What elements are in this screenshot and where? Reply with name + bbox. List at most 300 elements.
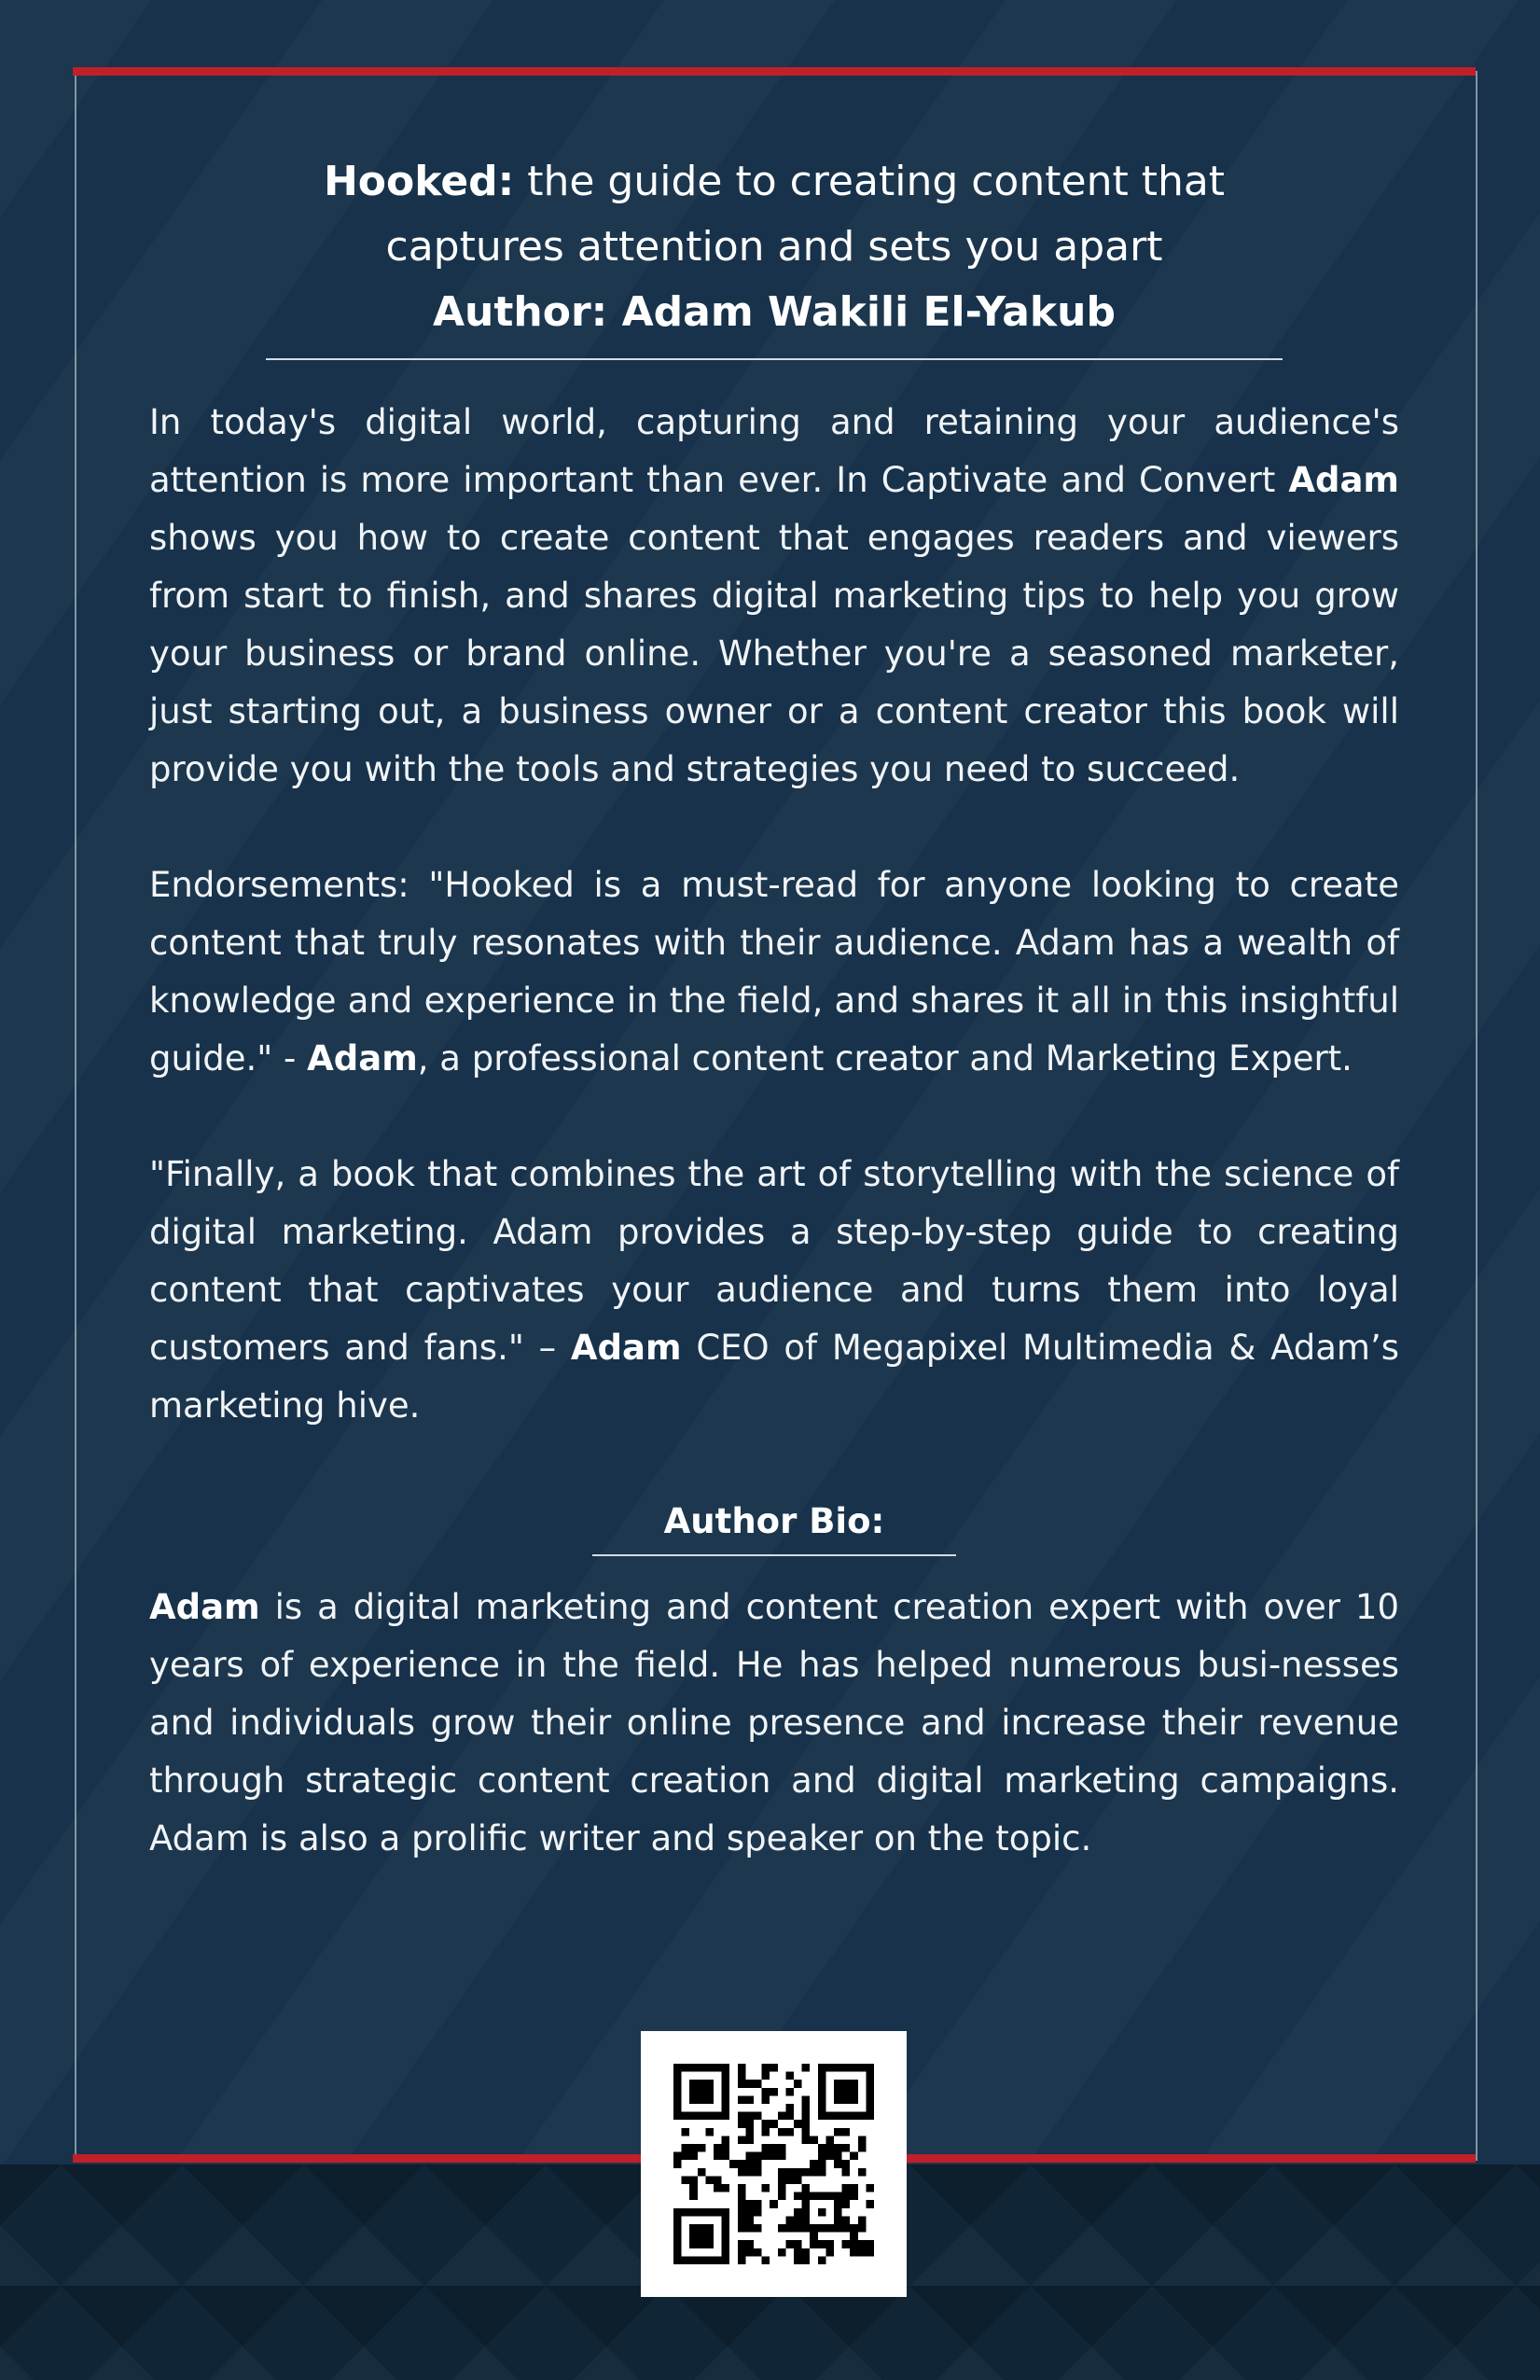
qr-module — [745, 2080, 754, 2088]
qr-module — [794, 2192, 802, 2201]
qr-module — [866, 2088, 874, 2096]
qr-module — [698, 2240, 706, 2248]
qr-module — [722, 2184, 730, 2192]
qr-module — [698, 2233, 706, 2241]
qr-module — [818, 2224, 826, 2233]
qr-module — [778, 2224, 786, 2233]
qr-module — [818, 2072, 826, 2081]
qr-module — [762, 2144, 770, 2152]
qr-module — [762, 2095, 770, 2104]
qr-module — [745, 2240, 754, 2248]
qr-module — [794, 2216, 802, 2224]
qr-module — [689, 2080, 698, 2088]
qr-module — [818, 2256, 826, 2264]
qr-module — [770, 2200, 778, 2208]
qr-module — [689, 2224, 698, 2233]
qr-module — [785, 2088, 794, 2096]
qr-module — [834, 2088, 842, 2096]
qr-module — [738, 2184, 746, 2192]
qr-module — [738, 2072, 746, 2081]
qr-module — [818, 2144, 826, 2152]
qr-module — [673, 2088, 682, 2096]
qr-module — [794, 2176, 802, 2184]
top-accent-bar — [73, 67, 1476, 76]
qr-module — [673, 2152, 682, 2161]
qr-module — [778, 2128, 786, 2136]
qr-module — [778, 2192, 786, 2201]
qr-module — [682, 2128, 690, 2136]
title-divider — [266, 358, 1283, 360]
qr-module — [762, 2184, 770, 2192]
intro-paragraph — [149, 394, 1399, 799]
qr-module — [802, 2248, 811, 2257]
qr-module — [745, 2224, 754, 2233]
endorsement-2-name: Adam — [570, 1328, 682, 1368]
qr-module — [698, 2256, 706, 2264]
qr-module — [705, 2088, 714, 2096]
qr-module — [698, 2112, 706, 2121]
qr-module — [818, 2104, 826, 2112]
qr-module — [673, 2160, 682, 2168]
qr-module — [818, 2208, 826, 2217]
qr-module — [802, 2192, 811, 2201]
qr-module — [842, 2200, 851, 2208]
qr-module — [770, 2064, 778, 2072]
qr-module — [745, 2160, 754, 2168]
qr-module — [689, 2208, 698, 2217]
qr-module — [714, 2144, 722, 2152]
qr-module — [825, 2224, 834, 2233]
qr-module — [705, 2176, 714, 2184]
qr-module — [842, 2095, 851, 2104]
qr-module — [802, 2128, 811, 2136]
qr-module — [689, 2152, 698, 2161]
intro-text-end: shows you how to create content that engages readers and viewers from start to finish, and shares digital marketing tips to help you grow your business or brand online. Whether you're a seasoned marketer, just starting out, a business owner or a content creator this book will provide you with the tools and strategies you need to succeed. — [149, 518, 1399, 789]
qr-module — [866, 2080, 874, 2088]
qr-module — [682, 2208, 690, 2217]
qr-module — [762, 2088, 770, 2096]
qr-module — [825, 2064, 834, 2072]
qr-module — [698, 2168, 706, 2177]
qr-module — [825, 2248, 834, 2257]
back-cover-content — [149, 149, 1399, 1868]
qr-module — [842, 2224, 851, 2233]
qr-module — [825, 2152, 834, 2161]
qr-module — [834, 2144, 842, 2152]
endorsement-2-text-end: CEO of Megapixel Multimedia & Adam’s marketing hive. — [149, 1328, 1399, 1426]
qr-module — [682, 2112, 690, 2121]
qr-module — [738, 2080, 746, 2088]
qr-module — [810, 2240, 818, 2248]
qr-module — [850, 2184, 858, 2192]
qr-module — [722, 2224, 730, 2233]
qr-module — [850, 2112, 858, 2121]
qr-module — [794, 2208, 802, 2217]
qr-module — [785, 2112, 794, 2121]
qr-module — [745, 2200, 754, 2208]
qr-module — [745, 2216, 754, 2224]
qr-module — [818, 2192, 826, 2201]
qr-module — [722, 2112, 730, 2121]
qr-module — [745, 2112, 754, 2121]
qr-module — [705, 2224, 714, 2233]
qr-module — [689, 2184, 698, 2192]
qr-module — [810, 2192, 818, 2201]
qr-module — [698, 2144, 706, 2152]
qr-module — [754, 2112, 762, 2121]
qr-module — [722, 2152, 730, 2161]
qr-module — [762, 2128, 770, 2136]
qr-module — [722, 2144, 730, 2152]
qr-module — [818, 2112, 826, 2121]
qr-module — [689, 2088, 698, 2096]
qr-module — [673, 2104, 682, 2112]
qr-module — [785, 2072, 794, 2081]
qr-module — [738, 2112, 746, 2121]
qr-module — [802, 2184, 811, 2192]
qr-module — [738, 2192, 746, 2201]
qr-module — [698, 2208, 706, 2217]
qr-module — [705, 2112, 714, 2121]
qr-module — [689, 2095, 698, 2104]
qr-module — [673, 2095, 682, 2104]
qr-module — [698, 2224, 706, 2233]
title-block — [149, 149, 1399, 345]
qr-module — [866, 2104, 874, 2112]
qr-module — [802, 2136, 811, 2144]
qr-module — [794, 2256, 802, 2264]
qr-module — [834, 2200, 842, 2208]
qr-module — [673, 2256, 682, 2264]
qr-module — [850, 2080, 858, 2088]
qr-module — [705, 2080, 714, 2088]
endorsement-paragraph-2 — [149, 1146, 1399, 1435]
qr-module — [754, 2160, 762, 2168]
qr-module — [714, 2112, 722, 2121]
qr-module — [770, 2144, 778, 2152]
qr-module — [842, 2168, 851, 2177]
qr-module — [689, 2112, 698, 2121]
qr-module — [802, 2064, 811, 2072]
qr-module — [834, 2152, 842, 2161]
qr-module — [689, 2064, 698, 2072]
qr-module — [818, 2080, 826, 2088]
qr-module — [722, 2088, 730, 2096]
qr-module — [785, 2104, 794, 2112]
qr-module — [850, 2192, 858, 2201]
qr-module — [825, 2144, 834, 2152]
qr-module — [850, 2233, 858, 2241]
qr-module — [689, 2192, 698, 2201]
qr-module — [714, 2176, 722, 2184]
qr-module — [705, 2064, 714, 2072]
qr-module — [738, 2160, 746, 2168]
qr-module — [738, 2136, 746, 2144]
qr-module — [722, 2233, 730, 2241]
qr-module — [754, 2208, 762, 2217]
qr-module — [673, 2080, 682, 2088]
qr-module — [714, 2064, 722, 2072]
endorsement-2-text-start: "Finally, a book that combines the art of storytelling with the science of digital marketing. Adam provides a step-by-step guide to creating content that captivates your audience and turns them into loyal customers and fans." – — [149, 1154, 1399, 1368]
book-title-line-1 — [149, 149, 1399, 215]
endorsement-1-text-start: Endorsements: "Hooked is a must-read for anyone looking to create content that truly resonates with their audience. Adam has a wealth of knowledge and experience in the field, and shares it all in this insightful guide." - — [149, 865, 1399, 1079]
qr-module — [794, 2120, 802, 2128]
qr-module — [745, 2120, 754, 2128]
qr-module — [785, 2240, 794, 2248]
qr-module — [729, 2160, 738, 2168]
qr-module — [794, 2240, 802, 2248]
qr-module — [818, 2168, 826, 2177]
qr-module — [754, 2168, 762, 2177]
qr-module — [810, 2160, 818, 2168]
qr-module — [866, 2240, 874, 2248]
qr-module — [858, 2144, 867, 2152]
qr-module — [834, 2064, 842, 2072]
qr-module — [738, 2200, 746, 2208]
qr-module — [850, 2248, 858, 2257]
qr-module — [778, 2184, 786, 2192]
qr-module — [850, 2064, 858, 2072]
qr-module — [778, 2176, 786, 2184]
qr-module — [842, 2144, 851, 2152]
intro-text-start: In today's digital world, capturing and retaining your audience's attention is more important than ever. In Captivate and Convert — [149, 402, 1399, 500]
qr-code-graphic — [673, 2064, 874, 2264]
qr-module — [802, 2168, 811, 2177]
qr-module — [825, 2136, 834, 2144]
qr-module — [842, 2160, 851, 2168]
qr-module — [722, 2240, 730, 2248]
qr-module — [842, 2088, 851, 2096]
qr-module — [738, 2216, 746, 2224]
qr-module — [673, 2064, 682, 2072]
qr-module — [673, 2112, 682, 2121]
qr-module — [682, 2256, 690, 2264]
qr-module — [689, 2176, 698, 2184]
qr-module — [778, 2144, 786, 2152]
qr-module — [714, 2208, 722, 2217]
qr-module — [738, 2240, 746, 2248]
qr-module — [689, 2144, 698, 2152]
qr-module — [714, 2256, 722, 2264]
qr-module — [802, 2200, 811, 2208]
author-bio-heading: Author Bio: — [663, 1501, 885, 1541]
qr-module — [834, 2216, 842, 2224]
qr-module — [714, 2152, 722, 2161]
qr-module — [810, 2136, 818, 2144]
qr-module — [673, 2240, 682, 2248]
qr-module — [842, 2128, 851, 2136]
endorsement-1-name: Adam — [307, 1038, 418, 1079]
qr-module — [722, 2104, 730, 2112]
qr-module — [673, 2248, 682, 2257]
qr-module — [738, 2120, 746, 2128]
qr-module — [682, 2152, 690, 2161]
qr-module — [762, 2072, 770, 2081]
qr-module — [745, 2248, 754, 2257]
qr-module — [850, 2095, 858, 2104]
qr-module — [810, 2224, 818, 2233]
qr-module — [834, 2160, 842, 2168]
qr-module — [722, 2064, 730, 2072]
qr-module — [762, 2120, 770, 2128]
qr-module — [825, 2112, 834, 2121]
intro-author-name: Adam — [1288, 460, 1399, 500]
qr-module — [714, 2184, 722, 2192]
qr-module — [738, 2095, 746, 2104]
bio-text: is a digital marketing and content creation expert with over 10 years of experience in the field. He has helped numerous busi-nesses and individuals grow their online presence and increase their revenue through strategic content creation and digital marketing campaigns. Adam is also a prolific writer and speaker on the topic. — [149, 1587, 1399, 1858]
qr-module — [802, 2095, 811, 2104]
qr-module — [834, 2208, 842, 2217]
qr-module — [705, 2128, 714, 2136]
qr-module — [858, 2240, 867, 2248]
qr-module — [785, 2128, 794, 2136]
qr-module — [698, 2088, 706, 2096]
qr-module — [842, 2240, 851, 2248]
qr-module — [762, 2064, 770, 2072]
qr-module — [802, 2216, 811, 2224]
qr-module — [785, 2168, 794, 2177]
qr-module — [842, 2112, 851, 2121]
qr-module — [705, 2095, 714, 2104]
qr-module — [698, 2064, 706, 2072]
qr-module — [866, 2200, 874, 2208]
qr-module — [738, 2224, 746, 2233]
qr-module — [834, 2080, 842, 2088]
qr-module — [705, 2208, 714, 2217]
qr-module — [794, 2224, 802, 2233]
qr-module — [745, 2128, 754, 2136]
qr-module — [705, 2233, 714, 2241]
qr-module — [810, 2233, 818, 2241]
qr-module — [834, 2192, 842, 2201]
qr-module — [778, 2168, 786, 2177]
qr-module — [858, 2064, 867, 2072]
author-bio-paragraph — [149, 1579, 1399, 1868]
qr-module — [866, 2095, 874, 2104]
qr-module — [722, 2256, 730, 2264]
qr-module — [682, 2176, 690, 2184]
qr-module — [802, 2104, 811, 2112]
qr-module — [842, 2192, 851, 2201]
qr-module — [722, 2136, 730, 2144]
qr-module — [858, 2216, 867, 2224]
qr-module — [673, 2072, 682, 2081]
qr-module — [722, 2080, 730, 2088]
qr-module — [834, 2128, 842, 2136]
qr-module — [705, 2240, 714, 2248]
qr-module — [818, 2240, 826, 2248]
qr-module — [818, 2064, 826, 2072]
qr-module — [834, 2224, 842, 2233]
author-line: Author: Adam Wakili El-Yakub — [433, 288, 1116, 336]
book-title-rest: the guide to creating content that — [514, 158, 1226, 205]
qr-module — [778, 2112, 786, 2121]
qr-module — [682, 2064, 690, 2072]
qr-module — [858, 2224, 867, 2233]
qr-module — [745, 2136, 754, 2144]
qr-module — [738, 2064, 746, 2072]
qr-module — [673, 2216, 682, 2224]
qr-module — [762, 2256, 770, 2264]
qr-module — [754, 2248, 762, 2257]
qr-module — [802, 2256, 811, 2264]
qr-module — [754, 2224, 762, 2233]
qr-module — [850, 2240, 858, 2248]
qr-module — [850, 2088, 858, 2096]
qr-module — [778, 2152, 786, 2161]
qr-module — [834, 2095, 842, 2104]
qr-module — [802, 2112, 811, 2121]
qr-module — [842, 2184, 851, 2192]
qr-module — [673, 2233, 682, 2241]
qr-module — [866, 2072, 874, 2081]
qr-module — [745, 2208, 754, 2217]
qr-module — [689, 2233, 698, 2241]
qr-module — [818, 2152, 826, 2161]
qr-module — [866, 2248, 874, 2257]
endorsement-1-text-end: , a professional content creator and Marketing Expert. — [417, 1038, 1353, 1079]
qr-module — [689, 2256, 698, 2264]
qr-module — [842, 2064, 851, 2072]
qr-module — [673, 2224, 682, 2233]
qr-module — [785, 2176, 794, 2184]
qr-module — [682, 2144, 690, 2152]
qr-module — [722, 2072, 730, 2081]
qr-module — [858, 2248, 867, 2257]
qr-module — [825, 2240, 834, 2248]
qr-module — [745, 2095, 754, 2104]
qr-module — [794, 2168, 802, 2177]
qr-module — [673, 2208, 682, 2217]
qr-module — [738, 2256, 746, 2264]
qr-module — [794, 2248, 802, 2257]
qr-module — [738, 2208, 746, 2217]
bio-divider — [592, 1554, 956, 1556]
book-title-line-2: captures attention and sets you apart — [385, 223, 1163, 271]
qr-module — [858, 2168, 867, 2177]
qr-module — [770, 2088, 778, 2096]
qr-module — [785, 2216, 794, 2224]
qr-module — [778, 2248, 786, 2257]
qr-module — [762, 2152, 770, 2161]
qr-module — [770, 2120, 778, 2128]
qr-module — [802, 2208, 811, 2217]
qr-module — [722, 2216, 730, 2224]
qr-module — [866, 2184, 874, 2192]
qr-module — [738, 2248, 746, 2257]
qr-module — [866, 2064, 874, 2072]
qr-module — [802, 2120, 811, 2128]
qr-module — [794, 2080, 802, 2088]
qr-module — [754, 2200, 762, 2208]
qr-module — [754, 2152, 762, 2161]
qr-module — [738, 2168, 746, 2177]
qr-module — [818, 2160, 826, 2168]
qr-module — [722, 2095, 730, 2104]
qr-module — [858, 2136, 867, 2144]
qr-module — [802, 2224, 811, 2233]
qr-module — [745, 2168, 754, 2177]
qr-module — [825, 2192, 834, 2201]
qr-module — [810, 2168, 818, 2177]
qr-module — [745, 2152, 754, 2161]
qr-module — [818, 2095, 826, 2104]
qr-module — [722, 2208, 730, 2217]
qr-module — [866, 2112, 874, 2121]
qr-module — [818, 2088, 826, 2096]
qr-module — [705, 2256, 714, 2264]
endorsement-paragraph-1 — [149, 856, 1399, 1088]
